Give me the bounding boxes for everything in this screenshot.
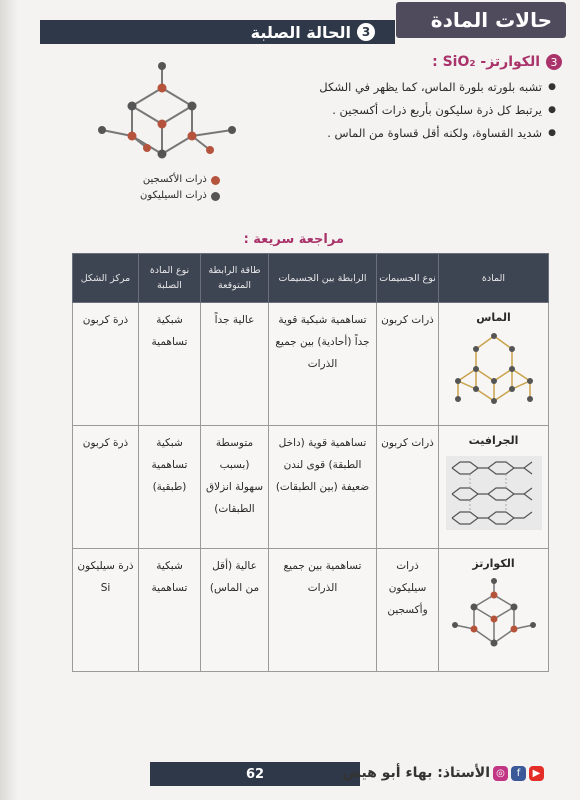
bullet-item: ● شديد القساوة، ولكنه أقل قساوة من الماس . [296,122,556,145]
center-cell: ذرة كربون [73,303,139,426]
table-row [73,549,549,672]
quartz-number-badge: 3 [546,54,562,70]
bullet-item: ● يرتبط كل ذرة سليكون بأربع ذرات أكسجين . [296,99,556,122]
energy-cell: عالية (أقل من الماس) [201,549,269,672]
page-number: 62 [150,762,360,786]
oxygen-dot-icon [211,176,220,185]
col-header: المادة [439,254,549,303]
quartz-table-image [449,577,539,657]
section-title: الحالة الصلبة [250,22,351,42]
solid-type-cell: شبكية تساهمية [139,303,201,426]
instagram-icon: ◎ [493,766,508,781]
chapter-header [396,2,566,38]
diamond-structure-image [446,331,542,411]
material-cell: الماس [439,303,549,426]
material-cell: الجرافيت [439,426,549,549]
table-row [73,303,549,426]
footer [40,762,560,788]
table-row [73,426,549,549]
youtube-icon: ▶ [529,766,544,781]
col-header: طاقة الرابطة المتوقعة [201,254,269,303]
particles-cell: ذرات كربون [377,426,439,549]
energy-cell: عالية جداً [201,303,269,426]
table-header-row [73,254,549,303]
col-header: نوع المادة الصلبة [139,254,201,303]
solid-type-cell: شبكية تساهمية [139,549,201,672]
center-cell: ذرة سيليكون Si [73,549,139,672]
facebook-icon: f [511,766,526,781]
bullet-item: ● تشبه بلورته بلورة الماس، كما يظهر في الشكل [296,76,556,99]
author-name: الأستاذ: بهاء أبو هيض [342,765,490,781]
page-edge [0,0,18,800]
particles-cell: ذرات كربون [377,303,439,426]
quartz-structure-image [92,58,242,168]
legend-item: ذرات الأكسجين [140,172,220,188]
bond-cell: تساهمية قوية (داخل الطبقة) قوى لندن ضعيفة (بين الطبقات) [269,426,377,549]
col-header: الرابطة بين الجسيمات [269,254,377,303]
quick-review-title: مراجعة سريعة : [243,232,344,247]
quartz-bullets [296,76,556,145]
col-header: مركز الشكل [73,254,139,303]
material-cell: الكوارتز [439,549,549,672]
bond-cell: تساهمية بين جميع الذرات [269,549,377,672]
graphite-structure-image [444,454,544,532]
silicon-dot-icon [211,192,220,201]
review-table [72,253,549,672]
section-number: 3 [357,23,375,41]
structure-legend [140,172,220,204]
quartz-heading [432,54,562,70]
chapter-title: حالات المادة [430,8,552,32]
particles-cell: ذرات سيليكون وأكسجين [377,549,439,672]
section-header [40,20,395,44]
solid-type-cell: شبكية تساهمية (طبقية) [139,426,201,549]
energy-cell: متوسطة (بسبب سهولة انزلاق الطبقات) [201,426,269,549]
col-header: نوع الجسيمات [377,254,439,303]
center-cell: ذرة كربون [73,426,139,549]
bond-cell: تساهمية شبكية قوية جداً (أحادية) بين جميع الذرات [269,303,377,426]
quartz-title: الكوارتز- SiO₂ : [432,54,540,70]
legend-item: ذرات السيليكون [140,188,220,204]
